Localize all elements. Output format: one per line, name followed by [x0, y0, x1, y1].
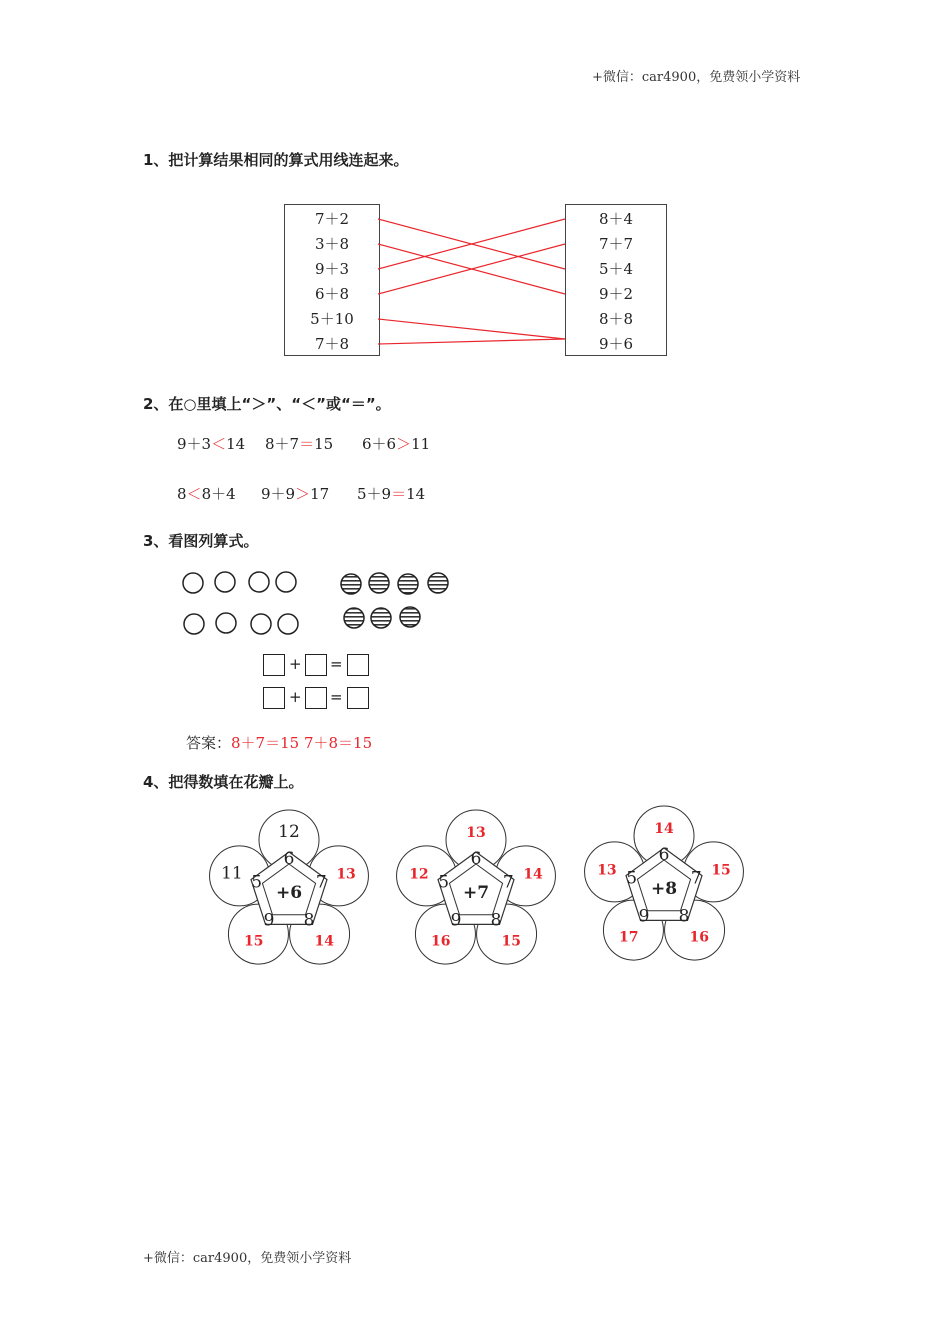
- petal-sum[interactable]: 15: [711, 862, 731, 879]
- compare-right: 8＋4: [201, 485, 236, 503]
- compare-sign[interactable]: ＝: [299, 435, 315, 453]
- answer-box[interactable]: [305, 654, 327, 676]
- compare-right: 14: [406, 485, 426, 503]
- compare-left: 9＋9: [261, 485, 296, 503]
- answer-box[interactable]: [263, 654, 285, 676]
- connection-line: [378, 319, 565, 339]
- striped-circle: [398, 574, 418, 594]
- petal-sum[interactable]: 14: [314, 933, 335, 950]
- plus-sign: +: [289, 688, 302, 706]
- addend-number: 9: [638, 906, 650, 927]
- question-2-title: 2、在○里填上“＞”、“＜”或“＝”。: [143, 395, 391, 413]
- empty-circle: [276, 572, 296, 592]
- question-4-title: 4、把得数填在花瓣上。: [143, 773, 304, 791]
- petal-sum[interactable]: 14: [523, 866, 543, 883]
- left-expression[interactable]: 3＋8: [314, 235, 350, 253]
- empty-circle: [183, 573, 203, 593]
- addend-number: 5: [626, 868, 638, 889]
- question-3-title: 3、看图列算式。: [143, 532, 259, 550]
- flower-center-label: +8: [650, 879, 678, 899]
- empty-circle: [249, 572, 269, 592]
- addend-number: 8: [678, 906, 690, 927]
- right-expression[interactable]: 9＋2: [598, 285, 634, 303]
- petal-sum[interactable]: 12: [278, 822, 300, 842]
- compare-left: 9＋3: [177, 435, 212, 453]
- compare-item: [357, 483, 425, 504]
- right-expression[interactable]: 5＋4: [598, 260, 634, 278]
- petal-sum[interactable]: 16: [430, 933, 451, 950]
- flower: [210, 810, 369, 964]
- addend-number: 7: [502, 872, 514, 893]
- compare-item: [265, 433, 333, 454]
- addend-number: 5: [251, 872, 263, 893]
- addend-number: 6: [470, 849, 482, 869]
- petal-sum[interactable]: 15: [501, 933, 522, 950]
- answer-box[interactable]: [305, 687, 327, 709]
- petal-sum[interactable]: 16: [689, 929, 710, 946]
- equals-sign: =: [330, 655, 343, 673]
- question-1-title: 1、把计算结果相同的算式用线连起来。: [143, 151, 409, 169]
- striped-circle: [344, 608, 364, 628]
- addend-number: 5: [438, 872, 450, 893]
- addend-number: 7: [315, 872, 327, 893]
- right-expression[interactable]: 7＋7: [598, 235, 634, 253]
- empty-circle: [184, 614, 204, 634]
- striped-circle: [341, 574, 361, 594]
- petal-sum[interactable]: 13: [466, 825, 486, 841]
- answer-label: 答案：: [186, 734, 232, 752]
- compare-sign[interactable]: ＞: [396, 435, 412, 453]
- left-expression[interactable]: 9＋3: [314, 260, 350, 278]
- connection-line: [378, 339, 565, 344]
- right-expression[interactable]: 8＋4: [598, 210, 634, 228]
- addend-number: 8: [303, 910, 315, 931]
- petal-sum[interactable]: 13: [336, 866, 356, 883]
- answer-line: [186, 732, 372, 753]
- compare-item: [177, 433, 245, 454]
- striped-circle: [371, 608, 391, 628]
- addend-number: 6: [658, 845, 670, 865]
- compare-left: 6＋6: [362, 435, 397, 453]
- connection-lines: [0, 0, 950, 400]
- addend-number: 9: [263, 910, 275, 931]
- left-expression[interactable]: 5＋10: [310, 310, 354, 328]
- compare-left: 5＋9: [357, 485, 392, 503]
- petal-sum[interactable]: 13: [597, 862, 617, 879]
- compare-sign[interactable]: ＝: [391, 485, 407, 503]
- right-expression[interactable]: 9＋6: [598, 335, 634, 353]
- petal-sum[interactable]: 15: [243, 933, 264, 950]
- flower-center-label: +7: [462, 883, 490, 903]
- compare-right: 15: [314, 435, 334, 453]
- striped-circle: [428, 573, 448, 593]
- answer-box[interactable]: [263, 687, 285, 709]
- addend-number: 6: [283, 849, 295, 869]
- striped-circle: [369, 573, 389, 593]
- petal-sum[interactable]: 17: [618, 929, 639, 946]
- plus-sign: +: [289, 655, 302, 673]
- compare-right: 17: [310, 485, 330, 503]
- circle-picture: [170, 560, 470, 650]
- flower: [397, 810, 556, 964]
- compare-item: [261, 483, 329, 504]
- striped-circle: [400, 607, 420, 627]
- addend-number: 8: [490, 910, 502, 931]
- empty-circle: [216, 613, 236, 633]
- answer-box[interactable]: [347, 654, 369, 676]
- empty-circle: [278, 614, 298, 634]
- petal-sum[interactable]: 12: [409, 866, 429, 883]
- addend-number: 7: [690, 868, 702, 889]
- footer-watermark: +微信：car4900，免费领小学资料: [143, 1251, 352, 1266]
- compare-item: [177, 483, 236, 504]
- petal-sum[interactable]: 14: [654, 821, 674, 837]
- addend-number: 9: [450, 910, 462, 931]
- empty-circle: [215, 572, 235, 592]
- empty-circle: [251, 614, 271, 634]
- left-expression[interactable]: 7＋8: [314, 335, 350, 353]
- left-expression[interactable]: 7＋2: [314, 210, 350, 228]
- compare-left: 8＋7: [265, 435, 300, 453]
- compare-item: [362, 433, 430, 454]
- petal-sum[interactable]: 11: [221, 863, 243, 884]
- equals-sign: =: [330, 688, 343, 706]
- compare-left: 8: [177, 485, 187, 503]
- compare-sign[interactable]: ＜: [186, 485, 202, 503]
- left-expression[interactable]: 6＋8: [314, 285, 350, 303]
- compare-right: 11: [411, 435, 431, 453]
- compare-sign[interactable]: ＞: [295, 485, 311, 503]
- flower-center-label: +6: [275, 883, 303, 903]
- right-expression[interactable]: 8＋8: [598, 310, 634, 328]
- answer-box[interactable]: [347, 687, 369, 709]
- flower: [585, 806, 744, 960]
- answer-text: 8＋7＝15 7＋8＝15: [231, 734, 373, 752]
- compare-sign[interactable]: ＜: [211, 435, 227, 453]
- flower-diagrams: [0, 800, 950, 980]
- compare-right: 14: [226, 435, 246, 453]
- header-watermark: +微信：car4900，免费领小学资料: [592, 70, 801, 85]
